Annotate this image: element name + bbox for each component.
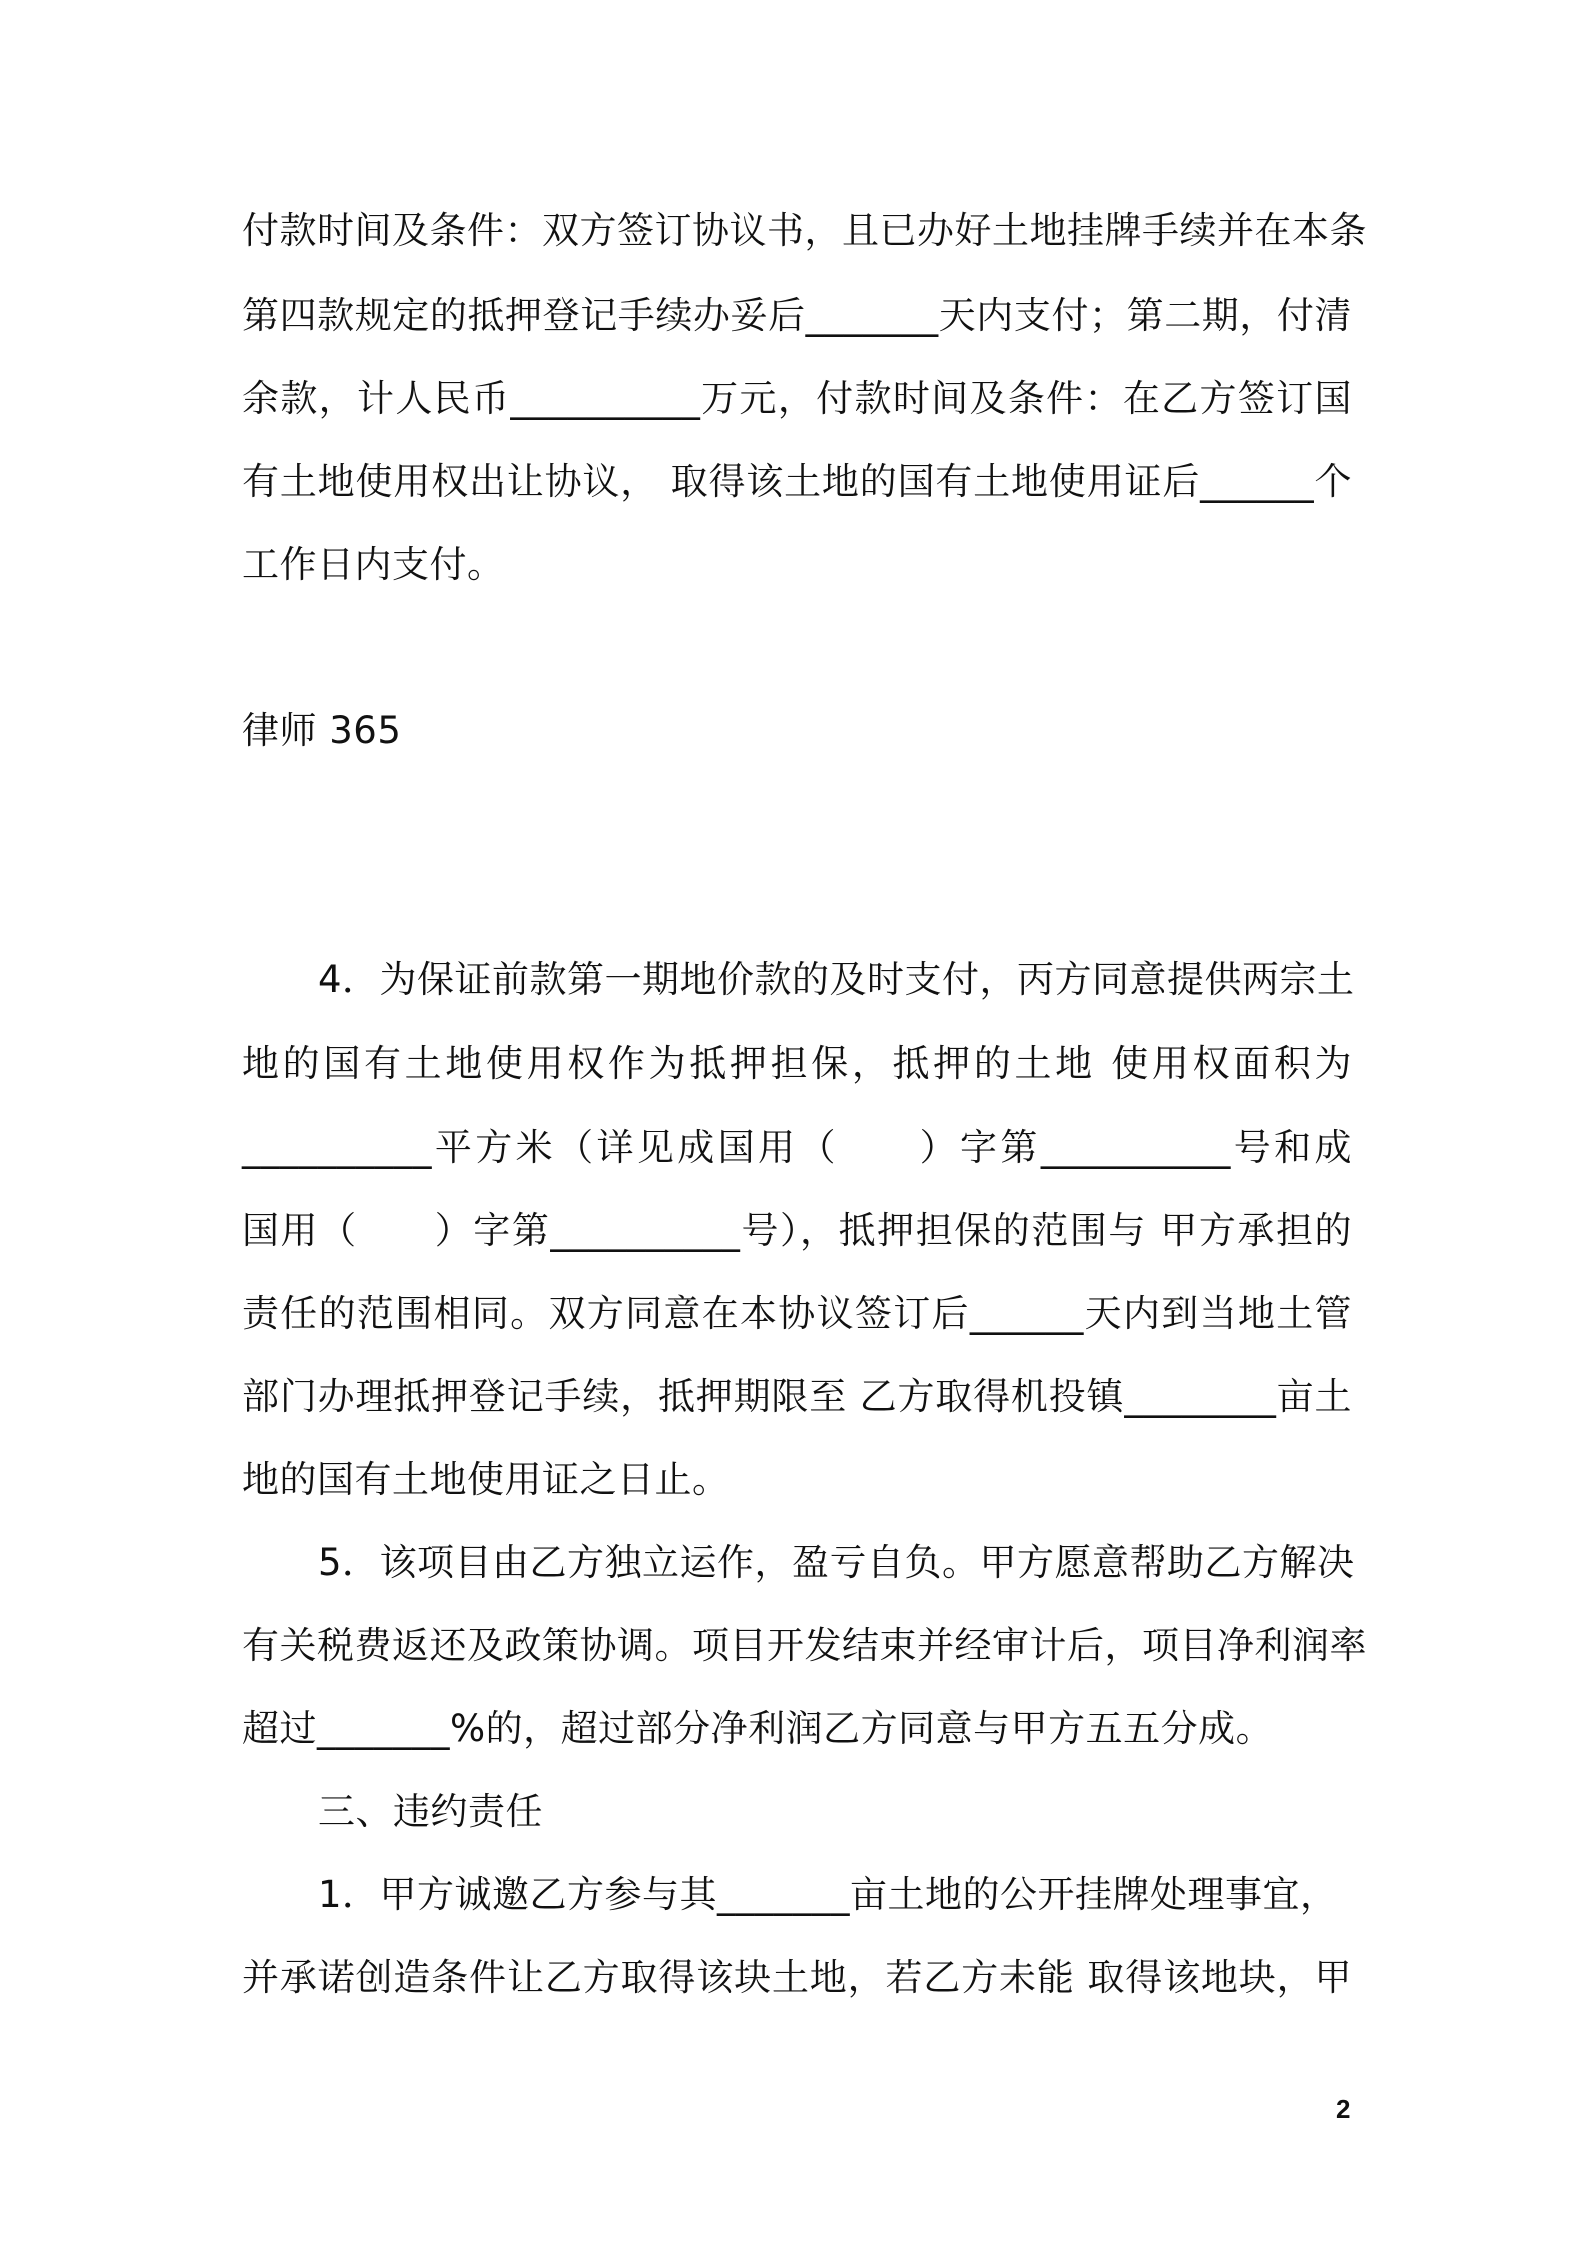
clause-4-line-5: 责任的范围相同。双方同意在本协议签订后______天内到当地土管 bbox=[242, 1292, 1352, 1335]
clause-5-line-1: 5．该项目由乙方独立运作，盈亏自负。甲方愿意帮助乙方解决 bbox=[318, 1541, 1355, 1584]
clause-4-line-2: 地的国有土地使用权作为抵押担保，抵押的土地 使用权面积为 bbox=[242, 1042, 1352, 1085]
paragraph-1-line-4: 有土地使用权出让协议， 取得该土地的国有土地使用证后______个 bbox=[242, 460, 1352, 503]
page-number: 2 bbox=[1336, 2094, 1351, 2124]
clause-4-line-4: 国用（ ）字第__________号），抵押担保的范围与 甲方承担的 bbox=[242, 1209, 1352, 1252]
section-3-heading: 三、违约责任 bbox=[318, 1790, 543, 1833]
section-3-clause-1-line-1: 1．甲方诚邀乙方参与其_______亩土地的公开挂牌处理事宜， bbox=[318, 1873, 1338, 1916]
paragraph-1-line-3: 余款，计人民币__________万元，付款时间及条件：在乙方签订国 bbox=[242, 377, 1352, 420]
section-3-clause-1-line-2: 并承诺创造条件让乙方取得该块土地，若乙方未能 取得该地块，甲 bbox=[242, 1956, 1352, 1999]
watermark-text: 律师 365 bbox=[242, 709, 402, 752]
paragraph-1-line-5: 工作日内支付。 bbox=[242, 543, 505, 586]
clause-5-line-3: 超过_______%的，超过部分净利润乙方同意与甲方五五分成。 bbox=[242, 1707, 1274, 1750]
clause-4-line-6: 部门办理抵押登记手续，抵押期限至 乙方取得机投镇________亩土 bbox=[242, 1375, 1352, 1418]
clause-4-line-3: __________平方米（详见成国用（ ）字第__________号和成 bbox=[242, 1126, 1352, 1169]
clause-5-line-2: 有关税费返还及政策协调。项目开发结束并经审计后，项目净利润率 bbox=[242, 1624, 1367, 1667]
paragraph-1-line-2: 第四款规定的抵押登记手续办妥后_______天内支付；第二期，付清 bbox=[242, 294, 1352, 337]
clause-4-line-7: 地的国有土地使用证之日止。 bbox=[242, 1458, 730, 1501]
clause-4-line-1: 4．为保证前款第一期地价款的及时支付，丙方同意提供两宗土 bbox=[318, 958, 1355, 1001]
paragraph-1-line-1: 付款时间及条件：双方签订协议书，且已办好土地挂牌手续并在本条 bbox=[242, 209, 1367, 252]
